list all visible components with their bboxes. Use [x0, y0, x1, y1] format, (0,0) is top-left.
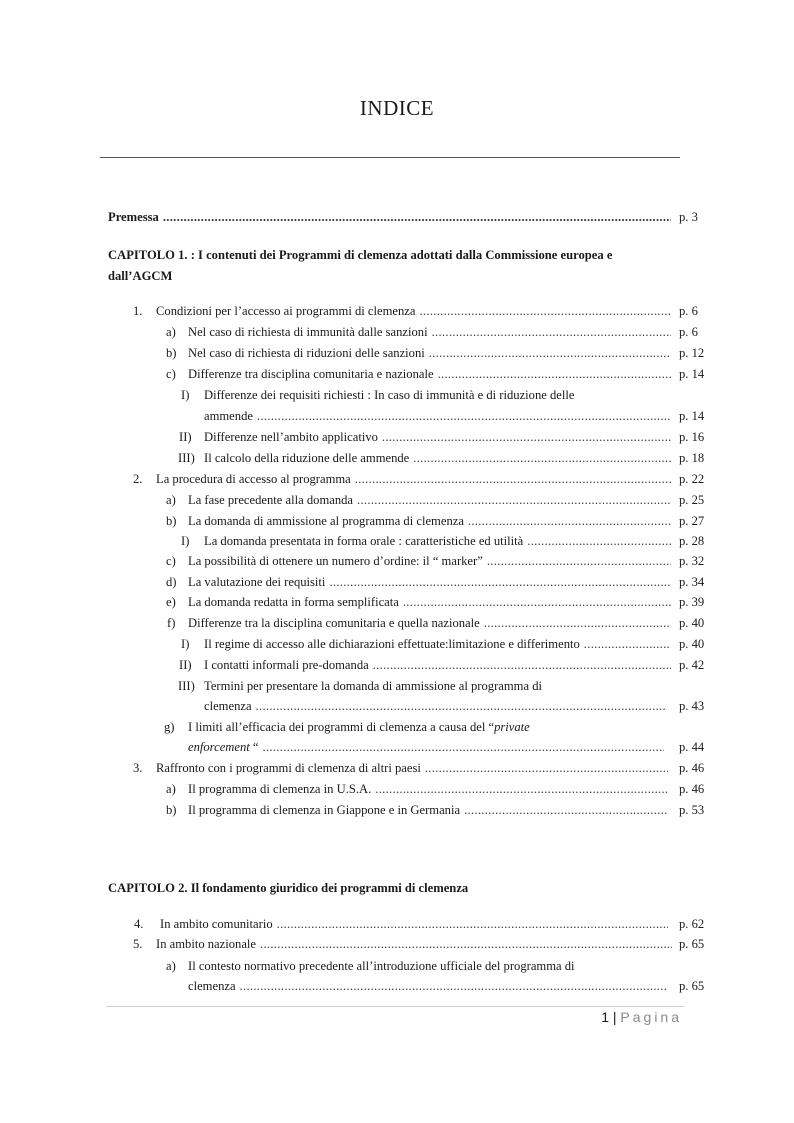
leader-dots	[527, 531, 671, 551]
toc-label: La domanda presentata in forma orale : caratteristiche ed utilità	[204, 534, 524, 548]
toc-entry-2d[interactable]	[0, 572, 794, 592]
toc-label: Il contesto normativo precedente all’introduzione ufficiale del programma di	[188, 959, 575, 973]
toc-entry-text	[204, 696, 667, 716]
toc-label: La domanda redatta in forma semplificata	[188, 595, 399, 609]
leader-dots	[260, 934, 672, 954]
toc-label: La procedura di accesso al programma	[156, 472, 351, 486]
toc-entry-1a[interactable]	[0, 322, 794, 342]
toc-entry-premessa[interactable]	[0, 207, 794, 227]
toc-label	[188, 737, 263, 757]
toc-label: Nel caso di richiesta di riduzioni delle sanzioni	[188, 346, 425, 360]
leader-dots	[468, 511, 671, 531]
toc-entry-2a[interactable]	[0, 490, 794, 510]
toc-label: clemenza	[204, 699, 252, 713]
leader-dots	[355, 469, 672, 489]
toc-entry-c2-4[interactable]	[0, 914, 794, 934]
toc-page-number: p. 22	[679, 472, 705, 486]
title-divider	[100, 157, 680, 158]
toc-entry-1[interactable]	[0, 301, 794, 321]
toc-entry-text	[188, 490, 671, 510]
leader-dots	[429, 343, 671, 363]
toc-label: Condizioni per l’accesso ai programmi di clemenza	[156, 304, 416, 318]
leader-dots	[487, 551, 671, 571]
toc-entry-text	[204, 427, 671, 447]
toc-label: La domanda di ammissione al programma di clemenza	[188, 514, 464, 528]
leader-dots	[432, 322, 671, 342]
toc-page-number: p. 34	[679, 575, 705, 589]
toc-entry-2c[interactable]	[0, 551, 794, 571]
toc-entry-1c-I[interactable]	[0, 385, 794, 405]
chapter-1-heading[interactable]	[0, 245, 794, 265]
toc-number: 4.	[134, 917, 144, 931]
footer-page-word: Pagina	[620, 1009, 682, 1025]
leader-dots	[464, 800, 668, 820]
toc-number: 2.	[133, 472, 143, 486]
page-title: INDICE	[359, 96, 435, 120]
toc-page-number: p. 32	[679, 554, 705, 568]
toc-page-number: p. 39	[679, 595, 705, 609]
leader-dots	[357, 490, 671, 510]
toc-label: Il programma di clemenza in U.S.A.	[188, 782, 372, 796]
toc-entry-text	[204, 448, 671, 468]
toc-entry-1c-III[interactable]	[0, 448, 794, 468]
toc-entry-2g[interactable]	[0, 717, 794, 737]
toc-number: b)	[166, 346, 177, 360]
toc-page-number: p. 12	[679, 346, 705, 360]
toc-entry-text	[188, 737, 664, 757]
toc-number: III)	[178, 679, 195, 693]
toc-page-number: p. 65	[679, 979, 705, 993]
toc-number: b)	[166, 803, 177, 817]
toc-label: I contatti informali pre-domanda	[204, 658, 369, 672]
toc-number: a)	[166, 325, 176, 339]
toc-number: f)	[167, 616, 176, 630]
footer-divider	[106, 1006, 684, 1007]
toc-page-number: p. 16	[679, 430, 705, 444]
toc-label: Differenze nell’ambito applicativo	[204, 430, 378, 444]
toc-page-number: p. 6	[679, 304, 698, 318]
toc-entry-1c-I-continued[interactable]	[0, 406, 794, 426]
toc-number: c)	[166, 367, 176, 381]
toc-entry-text	[160, 914, 668, 934]
toc-page-number: p. 42	[679, 658, 705, 672]
toc-entry-2f-III-continued[interactable]	[0, 696, 794, 716]
toc-page-number: p. 25	[679, 493, 705, 507]
leader-dots	[240, 976, 668, 996]
chapter-2-heading[interactable]	[0, 878, 794, 898]
toc-entry-2f-III[interactable]	[0, 676, 794, 696]
toc-entry-3a[interactable]	[0, 779, 794, 799]
toc-entry-text	[188, 511, 671, 531]
toc-number: II)	[179, 658, 192, 672]
toc-entry-text	[188, 364, 671, 384]
toc-label: Raffronto con i programmi di clemenza di altri paesi	[156, 761, 421, 775]
toc-number: b)	[166, 514, 177, 528]
toc-label: In ambito nazionale	[156, 937, 257, 951]
chapter-1-heading-continued[interactable]	[0, 266, 794, 286]
toc-entry-text	[156, 301, 672, 321]
toc-entry-text	[188, 613, 671, 633]
toc-entry-2g-continued[interactable]	[0, 737, 794, 757]
leader-dots	[403, 592, 671, 612]
toc-label: Nel caso di richiesta di immunità dalle sanzioni	[188, 325, 428, 339]
toc-entry-1b[interactable]	[0, 343, 794, 363]
toc-number: I)	[181, 388, 190, 402]
toc-number: a)	[166, 959, 176, 973]
toc-page-number: p. 28	[679, 534, 705, 548]
leader-dots	[329, 572, 671, 592]
toc-entry-text	[156, 758, 668, 778]
toc-entry-text	[108, 207, 671, 227]
toc-entry-text	[188, 779, 668, 799]
toc-page-number: p. 53	[679, 803, 705, 817]
toc-entry-text	[204, 406, 671, 426]
toc-entry-2e[interactable]	[0, 592, 794, 612]
leader-dots	[373, 655, 671, 675]
toc-entry-text	[188, 551, 671, 571]
leader-dots	[419, 301, 672, 321]
toc-label: Differenze tra disciplina comunitaria e nazionale	[188, 367, 434, 381]
leader-dots	[256, 696, 667, 716]
toc-entry-c2-5[interactable]	[0, 934, 794, 954]
toc-page-number: p. 62	[679, 917, 705, 931]
toc-page-number: p. 43	[679, 699, 705, 713]
page-number: 1	[601, 1009, 609, 1025]
toc-label: In ambito comunitario	[160, 917, 273, 931]
toc-number: 3.	[133, 761, 143, 775]
toc-entry-text	[204, 634, 671, 654]
toc-entry-2[interactable]	[0, 469, 794, 489]
toc-entry-text	[188, 322, 671, 342]
toc-number: I)	[181, 637, 190, 651]
toc-label-italic: private	[494, 720, 530, 734]
toc-entry-2f[interactable]	[0, 613, 794, 633]
toc-page-number: p. 18	[679, 451, 705, 465]
toc-entry-c2-5a-continued[interactable]	[0, 976, 794, 996]
footer-separator: |	[612, 1009, 617, 1025]
toc-entry-c2-5a[interactable]	[0, 956, 794, 976]
toc-page-number: p. 46	[679, 782, 705, 796]
toc-label: clemenza	[188, 979, 236, 993]
chapter-title-line: CAPITOLO 1. : I contenuti dei Programmi di clemenza adottati dalla Commissione europea e	[108, 248, 613, 262]
toc-entry-text	[188, 976, 668, 996]
toc-page-number: p. 27	[679, 514, 705, 528]
toc-label: Il calcolo della riduzione delle ammende	[204, 451, 410, 465]
toc-number: I)	[181, 534, 190, 548]
toc-label: Il regime di accesso alle dichiarazioni effettuate:limitazione e differimento	[204, 637, 580, 651]
leader-dots	[257, 406, 671, 426]
toc-page-number: p. 44	[679, 740, 705, 754]
toc-number: d)	[166, 575, 177, 589]
leader-dots	[263, 737, 664, 757]
toc-entry-text	[204, 531, 671, 551]
toc-number: a)	[166, 493, 176, 507]
toc-number: c)	[166, 554, 176, 568]
leader-dots	[484, 613, 671, 633]
toc-page-number: p. 14	[679, 367, 705, 381]
leader-dots	[425, 758, 668, 778]
toc-entry-text	[188, 572, 671, 592]
toc-page-number: p. 6	[679, 325, 698, 339]
toc-entry-text	[156, 934, 672, 954]
toc-label: La possibilità di ottenere un numero d’ordine: il “ marker”	[188, 554, 483, 568]
toc-entry-2f-I[interactable]	[0, 634, 794, 654]
toc-number: e)	[166, 595, 176, 609]
chapter-title-line: dall’AGCM	[108, 269, 173, 283]
leader-dots	[438, 364, 671, 384]
leader-dots	[163, 207, 671, 227]
toc-page-number: p. 65	[679, 937, 705, 951]
toc-page-number: p. 40	[679, 637, 705, 651]
toc-page-number: p. 14	[679, 409, 705, 423]
toc-entry-text	[188, 592, 671, 612]
toc-entry-1c-II[interactable]	[0, 427, 794, 447]
toc-label-text: “	[249, 740, 259, 754]
toc-page-number: p. 46	[679, 761, 705, 775]
toc-label: Differenze dei requisiti richiesti : In caso di immunità e di riduzione delle	[204, 388, 575, 402]
toc-label: Termini per presentare la domanda di ammissione al programma di	[204, 679, 542, 693]
leader-dots	[277, 914, 668, 934]
toc-entry-text	[156, 469, 672, 489]
toc-label: Il programma di clemenza in Giappone e in Germania	[188, 803, 461, 817]
toc-entry-2b[interactable]	[0, 511, 794, 531]
toc-page-number: p. 40	[679, 616, 705, 630]
toc-entry-2b-I[interactable]	[0, 531, 794, 551]
toc-entry-text	[188, 800, 668, 820]
toc-number: 1.	[133, 304, 143, 318]
toc-number: a)	[166, 782, 176, 796]
toc-label: ammende	[204, 409, 253, 423]
toc-number: g)	[164, 720, 175, 734]
toc-number: III)	[178, 451, 195, 465]
toc-label: Premessa	[108, 210, 159, 224]
toc-entry-text	[188, 343, 671, 363]
toc-entry-1c[interactable]	[0, 364, 794, 384]
toc-number: II)	[179, 430, 192, 444]
leader-dots	[382, 427, 671, 447]
toc-label-italic: enforcement	[188, 740, 250, 754]
toc-entry-3b[interactable]	[0, 800, 794, 820]
toc-label: La fase precedente alla domanda	[188, 493, 354, 507]
toc-label: La valutazione dei requisiti	[188, 575, 326, 589]
page-footer	[601, 1009, 682, 1025]
toc-label	[188, 717, 530, 737]
toc-entry-text	[204, 655, 671, 675]
toc-number: 5.	[133, 937, 143, 951]
toc-label: Differenze tra la disciplina comunitaria e quella nazionale	[188, 616, 480, 630]
leader-dots	[413, 448, 671, 468]
toc-entry-3[interactable]	[0, 758, 794, 778]
toc-label-text: I limiti all’efficacia dei programmi di clemenza a causa del “	[188, 720, 495, 734]
leader-dots	[375, 779, 668, 799]
toc-page-number: p. 3	[679, 210, 698, 224]
chapter-title-line: CAPITOLO 2. Il fondamento giuridico dei programmi di clemenza	[108, 881, 469, 895]
toc-entry-2f-II[interactable]	[0, 655, 794, 675]
leader-dots	[584, 634, 671, 654]
